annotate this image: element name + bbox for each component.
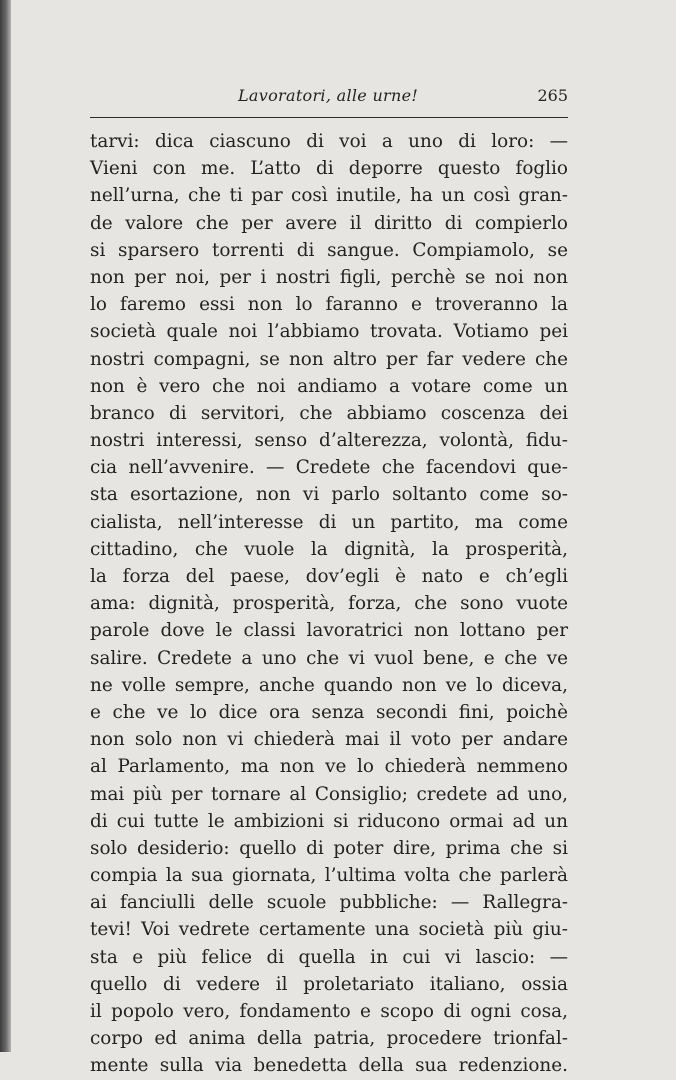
text-line: non solo non vi chiederà mai il voto per andare <box>90 729 568 751</box>
text-line: sta e più felice di quella in cui vi lascio: — <box>90 946 568 968</box>
text-line: sta esortazione, non vi parlo soltanto come so- <box>90 484 568 506</box>
header-rule <box>90 117 568 118</box>
text-line: il popolo vero, fondamento e scopo di ogni cosa, <box>90 1001 568 1022</box>
page-binding-edge <box>0 0 11 1052</box>
text-line: si sparsero torrenti di sangue. Compiamolo, se <box>90 239 568 261</box>
text-line: al Parlamento, ma non ve lo chiederà nemmeno <box>90 756 568 778</box>
text-line: la forza del paese, dov’egli è nato e ch’egli <box>90 566 568 587</box>
text-line: ama: dignità, prosperità, forza, che sono vuote <box>90 593 568 615</box>
body-text <box>90 128 568 1080</box>
text-line: parole dove le classi lavoratrici non lottano per <box>90 620 568 642</box>
page-number: 265 <box>537 86 568 105</box>
text-line: salire. Credete a uno che vi vuol bene, e che ve <box>90 647 568 669</box>
text-line: lo faremo essi non lo faranno e troveranno la <box>90 294 568 316</box>
text-line: solo desiderio: quello di poter dire, prima che si <box>90 837 568 859</box>
text-line: di cui tutte le ambizioni si riducono ormai ad un <box>90 810 568 832</box>
text-line: mente sulla via benedetta della sua redenzione. <box>90 1055 568 1077</box>
text-line: nell’urna, che ti par così inutile, ha un così gran- <box>90 185 568 207</box>
text-line: società quale noi l’abbiamo trovata. Votiamo pei <box>90 321 568 343</box>
text-line: non per noi, per i nostri figli, perchè se noi non <box>90 266 568 288</box>
text-line: cia nell’avvenire. — Credete che facendovi que- <box>90 457 568 479</box>
running-title: Lavoratori, alle urne! <box>238 86 419 105</box>
text-line: nostri interessi, senso d’alterezza, volontà, fidu- <box>90 430 568 452</box>
text-line: cialista, nell’interesse di un partito, ma come <box>90 511 568 533</box>
text-line: de valore che per avere il diritto di compierlo <box>90 212 568 234</box>
text-line: e che ve lo dice ora senza secondi fini, poichè <box>90 701 568 723</box>
text-line: cittadino, che vuole la dignità, la prosperità, <box>90 538 568 560</box>
text-line: branco di servitori, che abbiamo coscenza dei <box>90 402 568 424</box>
text-line: Vieni con me. L’atto di deporre questo foglio <box>90 158 568 180</box>
text-line: ne volle sempre, anche quando non ve lo diceva, <box>90 674 568 696</box>
text-line: nostri compagni, se non altro per far vedere che <box>90 348 568 370</box>
text-line: ai fanciulli delle scuole pubbliche: — Rallegra- <box>90 892 568 914</box>
text-line: corpo ed anima della patria, procedere trionfal- <box>90 1028 568 1050</box>
text-line: compia la sua giornata, l’ultima volta che parlerà <box>90 865 568 887</box>
text-line: tarvi: dica ciascuno di voi a uno di loro: — <box>90 131 568 152</box>
text-line: mai più per tornare al Consiglio; credete ad uno, <box>90 783 568 805</box>
text-line: tevi! Voi vedrete certamente una società più giu- <box>90 919 568 941</box>
text-line: non è vero che noi andiamo a votare come un <box>90 375 568 397</box>
text-line: quello di vedere il proletariato italiano, ossia <box>90 973 568 995</box>
running-header <box>90 86 568 110</box>
